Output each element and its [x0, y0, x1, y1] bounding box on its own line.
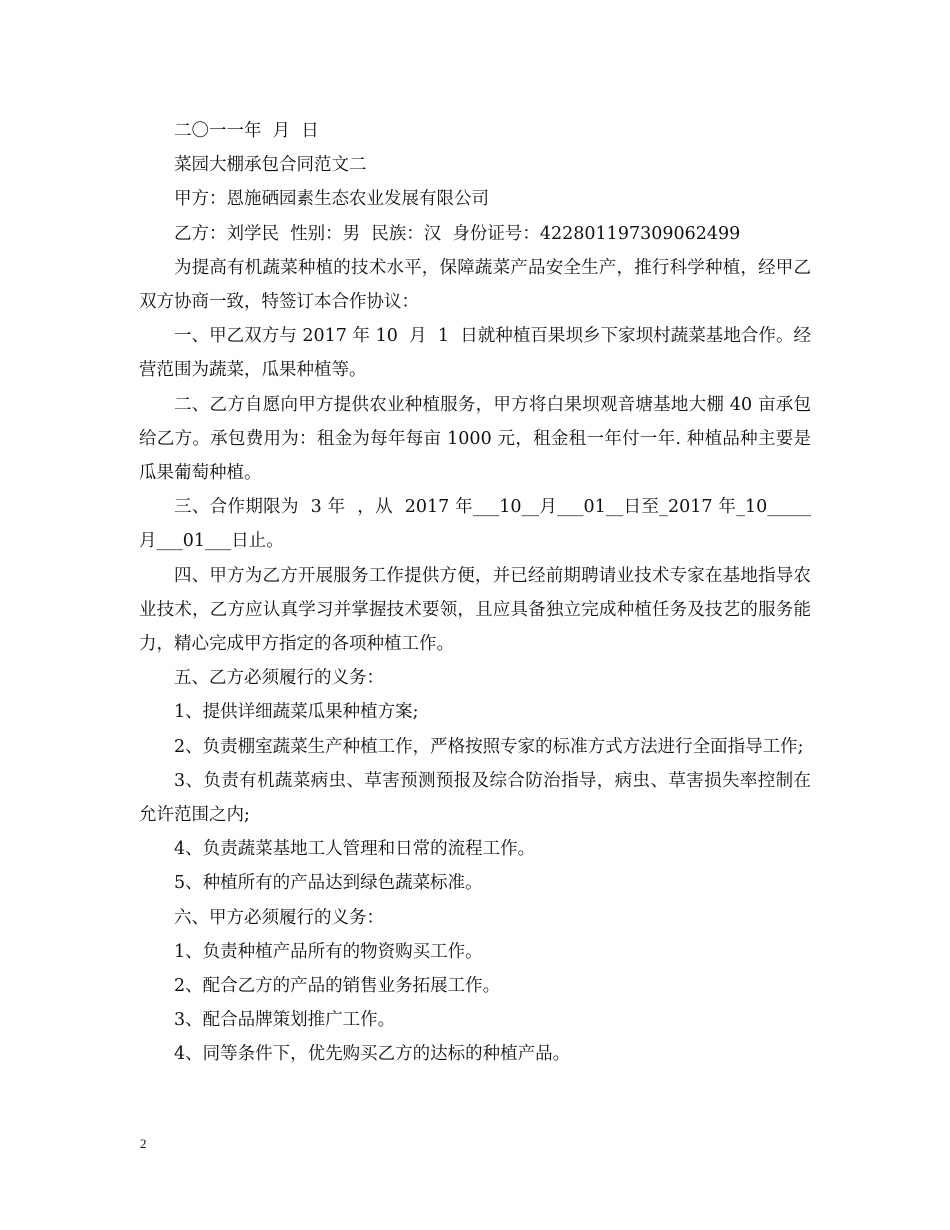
clause-5-item-1: 1、提供详细蔬菜瓜果种植方案;	[174, 702, 419, 723]
clause-4: 四、甲方为乙方开展服务工作提供方便，并已经前期聘请业技术专家在基地指导农业技术，乙方应认真学习并掌握技术要领，且应具备独立完成种植任务及技艺的服务能力，精心完成甲方指定的各项种植工作。	[139, 565, 811, 655]
clause-3: 三、合作期限为 3 年 ，从 2017 年___10__月___01__日至_2017 年_10_____月___01___日止。	[139, 497, 811, 552]
date-line: 二〇一一年 月 日	[174, 121, 319, 141]
preamble-paragraph: 为提高有机蔬菜种植的技术水平，保障蔬菜产品安全生产，推行科学种植，经甲乙双方协商一致，特签订本合作协议：	[139, 257, 811, 313]
clause-5-item-3: 3、负责有机蔬菜病虫、草害预测预报及综合防治指导，病虫、草害损失率控制在允许范围之内;	[139, 770, 811, 826]
clause-6-item-4: 4、同等条件下，优先购买乙方的达标的种植产品。	[174, 1044, 571, 1065]
clause-6-item-2: 2、配合乙方的产品的销售业务拓展工作。	[174, 976, 501, 997]
page-number: 2	[140, 1136, 147, 1151]
document-title: 菜园大棚承包合同范文二	[174, 155, 367, 176]
clause-6-heading: 六、甲方必须履行的义务：	[174, 907, 384, 928]
clause-5-item-2: 2、负责棚室蔬菜生产种植工作，严格按照专家的标准方式方法进行全面指导工作;	[174, 736, 804, 757]
party-b-line: 乙方：刘学民 性别：男 民族：汉 身份证号：422801197309062499	[174, 223, 741, 244]
clause-6-item-1: 1、负责种植产品所有的物资购买工作。	[174, 941, 483, 962]
party-a-line: 甲方：恩施硒园素生态农业发展有限公司	[174, 189, 489, 210]
clause-1: 一、甲乙双方与 2017 年 10 月 1 日就种植百果坝乡下家坝村蔬菜基地合作。经营范围为蔬菜，瓜果种植等。	[139, 326, 811, 381]
clause-5-item-5: 5、种植所有的产品达到绿色蔬菜标准。	[174, 873, 483, 894]
clause-6-item-3: 3、配合品牌策划推广工作。	[174, 1010, 396, 1031]
document-body	[139, 114, 811, 1072]
clause-2: 二、乙方自愿向甲方提供农业种植服务，甲方将白果坝观音塘基地大棚 40 亩承包给乙方。承包费用为：租金为每年每亩 1000 元，租金租一年付一年. 种植品种主要是瓜果葡萄种植。	[139, 394, 811, 484]
clause-5-item-4: 4、负责蔬菜基地工人管理和日常的流程工作。	[174, 839, 536, 860]
clause-5-heading: 五、乙方必须履行的义务：	[174, 668, 384, 689]
